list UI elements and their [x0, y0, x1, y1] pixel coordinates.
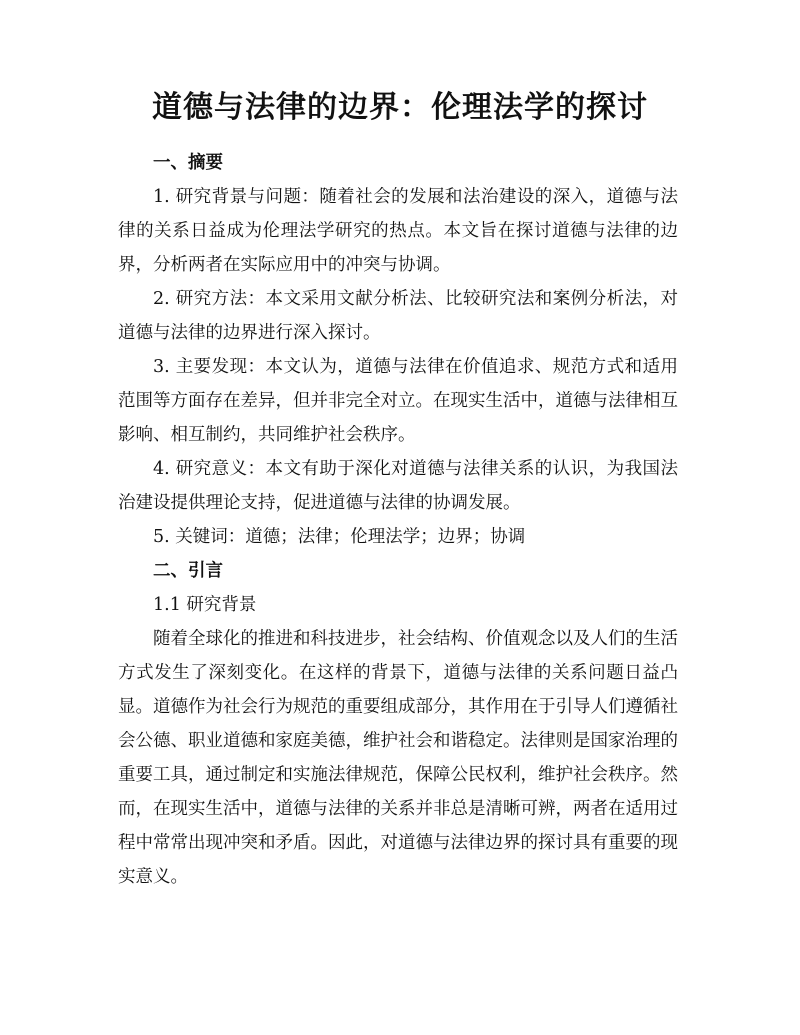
abstract-paragraph-background: 1. 研究背景与问题：随着社会的发展和法治建设的深入，道德与法律的关系日益成为伦理法学研究的热点。本文旨在探讨道德与法律的边界，分析两者在实际应用中的冲突与协调。 — [118, 187, 678, 275]
section-heading-abstract: 一、摘要 — [153, 153, 223, 173]
abstract-paragraph-findings: 3. 主要发现：本文认为，道德与法律在价值追求、规范方式和适用范围等方面存在差异，但并非完全对立。在现实生活中，道德与法律相互影响、相互制约，共同维护社会秩序。 — [118, 357, 678, 445]
introduction-paragraph: 随着全球化的推进和科技进步，社会结构、价值观念以及人们的生活方式发生了深刻变化。在这样的背景下，道德与法律的关系问题日益凸显。道德作为社会行为规范的重要组成部分，其作用在于引导人们遵循社会公德、职业道德和家庭美德，维护社会和谐稳定。法律则是国家治理的重要工具，通过制定和实施法律规范，保障公民权利，维护社会秩序。然而，在现实生活中，道德与法律的关系并非总是清晰可辨，两者在适用过程中常常出现冲突和矛盾。因此，对道德与法律边界的探讨具有重要的现实意义。 — [118, 629, 678, 887]
abstract-paragraph-methods: 2. 研究方法：本文采用文献分析法、比较研究法和案例分析法，对道德与法律的边界进行深入探讨。 — [118, 289, 678, 343]
section-heading-introduction: 二、引言 — [153, 561, 223, 581]
abstract-paragraph-significance: 4. 研究意义：本文有助于深化对道德与法律关系的认识，为我国法治建设提供理论支持，促进道德与法律的协调发展。 — [118, 459, 678, 513]
subsection-heading-background: 1.1 研究背景 — [153, 595, 257, 615]
document-body — [118, 146, 678, 894]
document-title: 道德与法律的边界：伦理法学的探讨 — [152, 90, 648, 125]
abstract-paragraph-keywords: 5. 关键词：道德；法律；伦理法学；边界；协调 — [153, 527, 526, 547]
